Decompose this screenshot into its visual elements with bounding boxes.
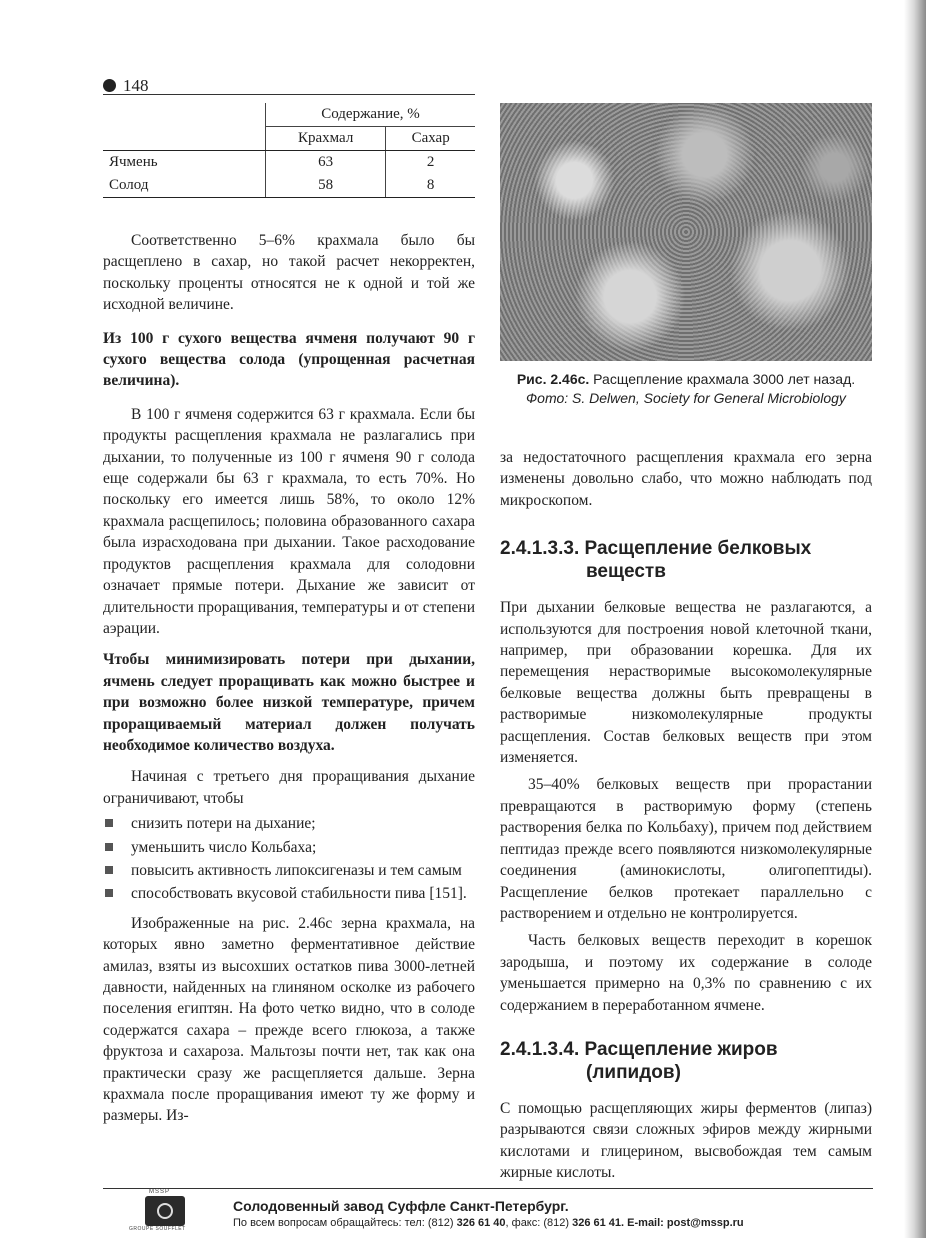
page-edge-shadow: [904, 0, 926, 1238]
right-column: [500, 447, 872, 1184]
table-row: [103, 174, 475, 198]
footer-email: post@mssp.ru: [666, 1217, 744, 1229]
table-cell: 2: [426, 154, 435, 170]
paragraph: При дыхании белковые вещества не разлагаются, а используются для построения новой клеточной ткани, например, при образовании корешка. Для их перемещения нерастворимые высокомолекулярные белковые вещества должны быть превращены в растворимые низкомолекулярные продукты расщепления. Состав белковых веществ при этом изменяется.: [500, 599, 872, 767]
table-row: [103, 151, 475, 175]
table-col-header: Крахмал: [266, 127, 386, 151]
paragraph: Соответственно 5–6% крахмала было бы расщеплено в сахар, но такой расчет некорректен, поскольку проценты относятся не к одной и той же исходной величине.: [103, 232, 475, 314]
section-number: 2.4.1.3.3.: [500, 538, 580, 560]
footer-fax: 326 61 41: [572, 1217, 622, 1229]
footer-phone: 326 61 40: [456, 1217, 506, 1229]
square-bullet-icon: [105, 866, 113, 874]
section-title-cont: (липидов): [586, 1061, 681, 1083]
section-heading: [500, 1038, 872, 1084]
table-cell: 63: [266, 151, 386, 175]
paragraph: Изображенные на рис. 2.46с зерна крахмала, на которых явно заметно ферментативное действие амилаз, взяты из высохших остатков пива 3000-летней давности, найденных на глиняном осколке из рабочего поселения египтян. На фото четко видно, что в солоде содержатся сахара – прежде всего глюкоза, а также фруктоза и сахароза. Мальтозы почти нет, так как она практически сразу же расщепляется дальше. Зерна крахмала после проращивания имеют ту же форму и размеры. Из-: [103, 914, 475, 1125]
section-title: Расщепление жиров: [584, 1038, 778, 1060]
section-heading: [500, 537, 872, 583]
table-corner: [103, 103, 266, 127]
page-marker-icon: [103, 79, 116, 92]
paragraph: В 100 г ячменя содержится 63 г крахмала. Если бы продукты расщепления крахмала не разлагались при дыхании, то полученные из 100 г ячменя 90 г солода еще содержали бы 63 г крахмала, то есть 70%. Но поскольку его имеется лишь 58%, то около 12% крахмала расщепилось; половина образованного сахара была израсходована при дыхании. Такое расходование продуктов расщепления крахмала для солодовни означает прямые потери. Дыхание же зависит от длительности проращивания, температуры и от степени аэрации.: [103, 405, 475, 637]
header-rule: [103, 94, 475, 95]
logo-bottom-text: GROUPE SOUFFLET: [129, 1226, 186, 1232]
list-item: повысить активность липоксигеназы и тем самым: [103, 860, 475, 881]
paragraph: С помощью расщепляющих жиры ферментов (липаз) разрываются связи сложных эфиров между жирными кислотами и глицерином, высвобождая тем самым жирные кислоты.: [500, 1099, 872, 1182]
table-cell: 58: [266, 174, 386, 198]
highlighted-statement: Чтобы минимизировать потери при дыхании, ячмень следует проращивать как можно быстрее и при возможно более низкой температуре, причем проращиваемый материал должен получать необходимое количество воздуха.: [103, 651, 475, 754]
page-footer: [103, 1188, 873, 1234]
figure-caption-text: Расщепление крахмала 3000 лет назад.: [593, 371, 856, 387]
table-cell-label: Ячмень: [109, 154, 158, 170]
left-column: [103, 230, 475, 1127]
list-item: способствовать вкусовой стабильности пива [151].: [103, 883, 475, 904]
paragraph: Начиная с третьего дня проращивания дыхание ограничивают, чтобы: [103, 768, 475, 807]
section-title: Расщепление белковых: [584, 538, 812, 560]
list-item: снизить потери на дыхание;: [103, 813, 475, 834]
page-header: [103, 76, 475, 96]
square-bullet-icon: [105, 819, 113, 827]
figure-credit: Фото: S. Delwen, Society for General Microbiology: [526, 390, 846, 406]
paragraph: Часть белковых веществ переходит в корешок зародыша, и поэтому их содержание в солоде уменьшается примерно на 0,3% по сравнению с их содержанием в переработанном ячмене.: [500, 932, 872, 1014]
content-table: [103, 103, 475, 198]
section-title-cont: веществ: [586, 561, 666, 583]
figure-photo: [500, 103, 872, 361]
paragraph: за недостаточного расщепления крахмала его зерна изменены довольно слабо, что можно наблюдать под микроскопом.: [500, 449, 872, 509]
square-bullet-icon: [105, 843, 113, 851]
table-cell-label: Солод: [103, 174, 266, 198]
list-item: уменьшить число Кольбаха;: [103, 837, 475, 858]
section-number: 2.4.1.3.4.: [500, 1038, 580, 1060]
logo-top-text: MSSP: [149, 1189, 171, 1195]
figure-caption: [500, 370, 872, 408]
bullet-list: [103, 813, 475, 905]
logo-emblem-icon: [157, 1203, 173, 1219]
table-group-header: Содержание, %: [266, 103, 476, 127]
company-logo: [145, 1196, 185, 1226]
paragraph: 35–40% белковых веществ при прорастании превращаются в растворимую форму (степень растворения белка по Кольбаху), причем под действием пептидаз прежде всего появляются низкомолекулярные соединения (аминокислоты, олигопептиды). Расщепление белков протекает параллельно с растворением и отдельно не контролируется.: [500, 776, 872, 922]
highlighted-statement: Из 100 г сухого вещества ячменя получают 90 г сухого вещества солода (упрощенная расчетная величина).: [103, 329, 475, 390]
square-bullet-icon: [105, 889, 113, 897]
footer-company: Солодовенный завод Суффле Санкт-Петербург.: [233, 1198, 569, 1214]
table-cell: 8: [386, 174, 475, 198]
footer-rule: [103, 1188, 873, 1189]
table-col-header: Сахар: [386, 127, 475, 151]
figure-label: Рис. 2.46с.: [516, 371, 590, 387]
page-number: 148: [123, 76, 149, 95]
footer-contacts: По всем вопросам обращайтесь: тел: (812) 326 61 40, факс: (812) 326 61 41. E-mail: post@mssp.ru: [233, 1217, 744, 1229]
